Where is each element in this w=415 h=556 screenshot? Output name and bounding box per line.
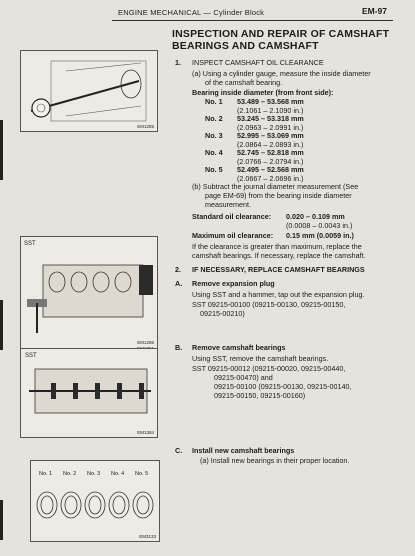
bearing-diameter: 53.245 – 53.318 mm (237, 114, 304, 123)
binding-edge-mark (0, 120, 3, 180)
bearing-diameter: 53.489 – 53.568 mm (237, 97, 304, 106)
step-number: 2. (175, 265, 181, 274)
bearing-diameter: 52.495 – 52.568 mm (237, 165, 304, 174)
bearing-number: No. 3 (205, 131, 223, 140)
paragraph-line: SST 09215-00012 (09215-00020, 09215-00440, (192, 364, 346, 373)
paragraph-line: 09215-00210) (200, 309, 245, 318)
paragraph-line: Using SST, remove the camshaft bearings. (192, 354, 329, 363)
paragraph-line: 09215-00470) and (214, 373, 273, 382)
paragraph-line: camshaft bearings. If necessary, replace the camshaft. (192, 251, 366, 260)
bearing-position-label: No. 1 (39, 471, 53, 477)
bearing-position-label: No. 3 (87, 471, 101, 477)
spec-value: 0.020 – 0.109 mm (286, 212, 345, 221)
substep-letter: A. (175, 279, 183, 288)
figure-remove-bearings (20, 348, 158, 438)
substep-heading: Remove camshaft bearings (192, 343, 286, 352)
bearing-diameter: 52.745 – 52.818 mm (237, 148, 304, 157)
figure-code: EM1285 (137, 124, 154, 129)
bearing-diameter: (2.0864 – 2.0893 in.) (237, 140, 304, 149)
bearing-number: No. 2 (205, 114, 223, 123)
bearing-diameter: (2.0667 – 2.0696 in.) (237, 174, 304, 183)
paragraph-line: SST 09215-00100 (09215-00130, 09215-00150, (192, 300, 346, 309)
page-number: EM-97 (361, 6, 387, 16)
spec-label: Maximum oil clearance: (192, 231, 274, 240)
figure-code: EM3133 (139, 534, 156, 539)
paragraph-line: If the clearance is greater than maximum, replace the (192, 242, 362, 251)
title-line-1: INSPECTION AND REPAIR OF CAMSHAFT (172, 28, 390, 40)
paragraph-line: 09215-00100 (09215-00130, 09215-00140, (214, 382, 352, 391)
binding-edge-mark (0, 300, 3, 350)
paragraph-line: page EM-69) from the bearing inside diameter (205, 191, 352, 200)
expansion-plug-illustration (21, 237, 157, 353)
section-title (172, 28, 389, 52)
running-header: ENGINE MECHANICAL — Cylinder Block (118, 8, 265, 17)
substep-letter: C. (175, 446, 183, 455)
figure-expansion-plug (20, 236, 158, 354)
figure-cylinder-gauge (20, 50, 158, 132)
spec-value: (0.0008 – 0.0043 in.) (286, 221, 353, 230)
cylinder-gauge-illustration (21, 51, 157, 131)
figure-code: EM1286 (137, 340, 154, 345)
paragraph-line: 09215-00150, 09215-00160) (214, 391, 306, 400)
spec-heading: Bearing inside diameter (from front side): (192, 88, 334, 97)
sst-label: SST (24, 241, 36, 247)
bearing-position-label: No. 2 (63, 471, 77, 477)
substep-heading: Install new camshaft bearings (192, 446, 295, 455)
paragraph-line: (a) Install new bearings in their proper location. (200, 456, 350, 465)
bearing-diameter: (2.0963 – 2.0991 in.) (237, 123, 304, 132)
paragraph-line: measurement. (205, 200, 251, 209)
sst-label: SST (25, 353, 37, 359)
bearing-diameter: (2.0766 – 2.0794 in.) (237, 157, 304, 166)
bearing-number: No. 1 (205, 97, 223, 106)
binding-edge-mark (0, 500, 3, 540)
step-number: 1. (175, 58, 181, 67)
paragraph-line: Using SST and a hammer, tap out the expansion plug. (192, 290, 365, 299)
substep-heading: Remove expansion plug (192, 279, 275, 288)
step-heading: INSPECT CAMSHAFT OIL CLEARANCE (192, 58, 324, 67)
spec-value: 0.15 mm (0.0059 in.) (286, 231, 354, 240)
spec-label: Standard oil clearance: (192, 212, 272, 221)
substep-letter: B. (175, 343, 183, 352)
bearing-diameter: (2.1061 – 2.1090 in.) (237, 106, 304, 115)
paragraph-line: of the camshaft bearing. (205, 78, 283, 87)
step-heading: IF NECESSARY, REPLACE CAMSHAFT BEARINGS (192, 265, 365, 274)
remove-bearings-illustration (21, 349, 157, 437)
header-rule (112, 20, 393, 21)
figure-code: EM1384 (137, 430, 154, 435)
paragraph-line: (b) Subtract the journal diameter measurement (See (192, 182, 359, 191)
bearing-number: No. 5 (205, 165, 223, 174)
bearing-position-label: No. 5 (135, 471, 149, 477)
bearing-diameter: 52.995 – 53.069 mm (237, 131, 304, 140)
title-line-2: BEARINGS AND CAMSHAFT (172, 40, 319, 52)
figure-bearing-positions (30, 460, 160, 542)
bearing-position-label: No. 4 (111, 471, 125, 477)
bearing-number: No. 4 (205, 148, 223, 157)
paragraph-line: (a) Using a cylinder gauge, measure the inside diameter (192, 69, 371, 78)
bearing-rings-illustration (31, 461, 159, 541)
